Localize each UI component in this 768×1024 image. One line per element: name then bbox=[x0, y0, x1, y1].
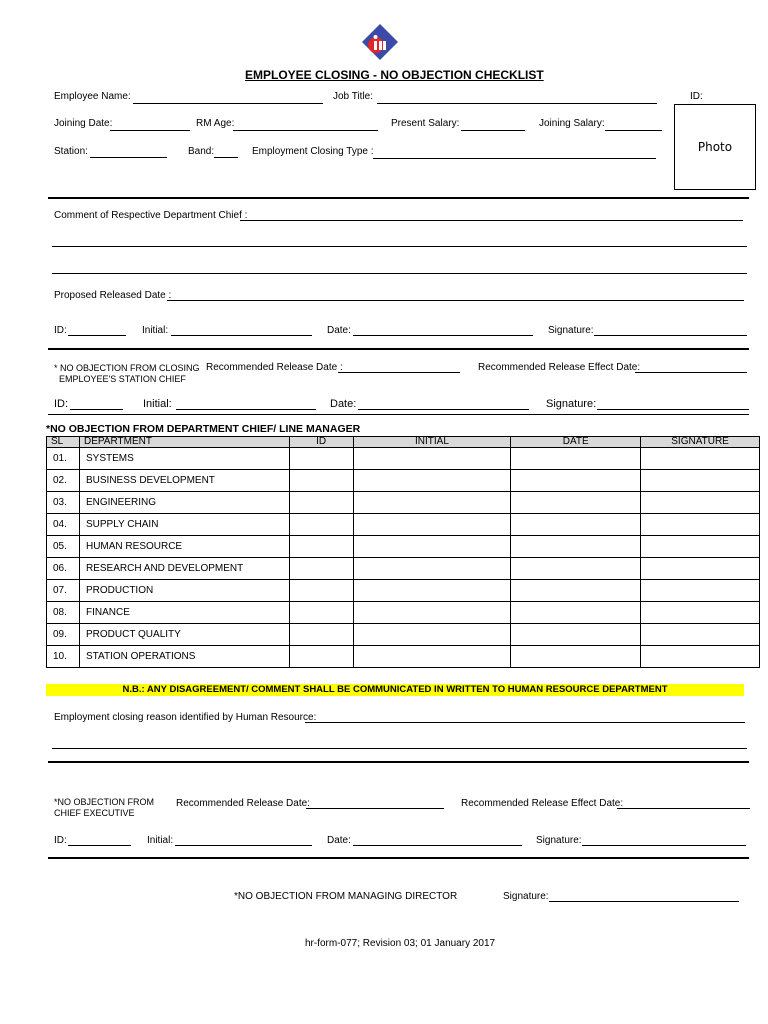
section-divider bbox=[48, 348, 749, 350]
initial-cell[interactable] bbox=[353, 470, 511, 492]
signature-cell[interactable] bbox=[641, 492, 760, 514]
date-cell[interactable] bbox=[511, 646, 641, 668]
dept-cell: PRODUCTION bbox=[79, 580, 289, 602]
employment-closing-type-label: Employment Closing Type : bbox=[252, 146, 374, 157]
station-id-field[interactable] bbox=[70, 409, 123, 410]
dept-chief-id-label: ID: bbox=[54, 325, 67, 336]
dept-cell: BUSINESS DEVELOPMENT bbox=[79, 470, 289, 492]
joining-date-field[interactable] bbox=[110, 130, 190, 131]
dept-chief-date-field[interactable] bbox=[353, 335, 533, 336]
id-cell[interactable] bbox=[289, 470, 353, 492]
initial-cell[interactable] bbox=[353, 514, 511, 536]
table-row bbox=[47, 624, 760, 646]
dept-chief-signature-field[interactable] bbox=[594, 335, 747, 336]
form-title: EMPLOYEE CLOSING - NO OBJECTION CHECKLIST bbox=[245, 68, 544, 82]
joining-salary-label: Joining Salary: bbox=[539, 118, 605, 129]
signature-cell[interactable] bbox=[641, 646, 760, 668]
rm-age-field[interactable] bbox=[233, 130, 378, 131]
hr-reason-field[interactable] bbox=[305, 722, 745, 723]
station-field[interactable] bbox=[90, 157, 167, 158]
dept-cell: RESEARCH AND DEVELOPMENT bbox=[79, 558, 289, 580]
id-cell[interactable] bbox=[289, 646, 353, 668]
station-date-field[interactable] bbox=[358, 409, 529, 410]
col-department: DEPARTMENT bbox=[79, 437, 289, 448]
dept-cell: FINANCE bbox=[79, 602, 289, 624]
col-sl: SL bbox=[47, 437, 80, 448]
ceo-rec-release-field[interactable] bbox=[306, 808, 444, 809]
station-chief-heading-1: * NO OBJECTION FROM CLOSING bbox=[54, 363, 200, 373]
dept-chief-comment-label: Comment of Respective Department Chief : bbox=[54, 210, 248, 221]
sl-cell: 06. bbox=[47, 558, 80, 580]
station-initial-field[interactable] bbox=[176, 409, 316, 410]
id-cell[interactable] bbox=[289, 558, 353, 580]
ceo-date-field[interactable] bbox=[353, 845, 522, 846]
sl-cell: 05. bbox=[47, 536, 80, 558]
id-cell[interactable] bbox=[289, 602, 353, 624]
table-header-row bbox=[47, 437, 760, 448]
ceo-initial-label: Initial: bbox=[147, 835, 174, 846]
company-logo bbox=[360, 22, 400, 65]
sl-cell: 03. bbox=[47, 492, 80, 514]
table-row bbox=[47, 492, 760, 514]
signature-cell[interactable] bbox=[641, 536, 760, 558]
photo-box bbox=[674, 104, 756, 190]
signature-cell[interactable] bbox=[641, 514, 760, 536]
band-field[interactable] bbox=[214, 157, 238, 158]
station-initial-label: Initial: bbox=[143, 398, 172, 410]
joining-salary-field[interactable] bbox=[605, 130, 662, 131]
date-cell[interactable] bbox=[511, 470, 641, 492]
dept-chief-initial-field[interactable] bbox=[171, 335, 312, 336]
present-salary-field[interactable] bbox=[461, 130, 525, 131]
md-signature-field[interactable] bbox=[549, 901, 739, 902]
table-row bbox=[47, 580, 760, 602]
section-divider bbox=[48, 761, 749, 763]
ceo-rec-effect-field[interactable] bbox=[617, 808, 750, 809]
initial-cell[interactable] bbox=[353, 448, 511, 470]
comment-line-3[interactable] bbox=[52, 273, 747, 274]
dept-cell: SUPPLY CHAIN bbox=[79, 514, 289, 536]
table-row bbox=[47, 558, 760, 580]
md-signature-label: Signature: bbox=[503, 891, 549, 902]
date-cell[interactable] bbox=[511, 514, 641, 536]
table-row bbox=[47, 448, 760, 470]
station-chief-heading-2: EMPLOYEE'S STATION CHIEF bbox=[59, 374, 186, 384]
station-rec-effect-field[interactable] bbox=[635, 372, 747, 373]
table-row bbox=[47, 470, 760, 492]
ceo-rec-release-label: Recommended Release Date: bbox=[176, 798, 310, 809]
dept-signoff-table bbox=[46, 436, 760, 668]
table-row bbox=[47, 602, 760, 624]
ceo-rec-effect-label: Recommended Release Effect Date: bbox=[461, 798, 624, 809]
col-date: DATE bbox=[511, 437, 641, 448]
dept-chief-date-label: Date: bbox=[327, 325, 351, 336]
dept-cell: PRODUCT QUALITY bbox=[79, 624, 289, 646]
ceo-signature-field[interactable] bbox=[582, 845, 746, 846]
col-id: ID bbox=[289, 437, 353, 448]
ceo-signature-label: Signature: bbox=[536, 835, 582, 846]
signature-cell[interactable] bbox=[641, 580, 760, 602]
station-rec-release-label: Recommended Release Date : bbox=[206, 362, 343, 373]
employee-name-field[interactable] bbox=[133, 103, 323, 104]
date-cell[interactable] bbox=[511, 580, 641, 602]
hr-reason-label: Employment closing reason identified by Human Resource: bbox=[54, 712, 317, 723]
proposed-release-label: Proposed Released Date : bbox=[54, 290, 172, 301]
sl-cell: 07. bbox=[47, 580, 80, 602]
form-footer: hr-form-077; Revision 03; 01 January 2017 bbox=[305, 938, 496, 949]
signature-cell[interactable] bbox=[641, 624, 760, 646]
initial-cell[interactable] bbox=[353, 624, 511, 646]
table-row bbox=[47, 514, 760, 536]
station-rec-effect-label: Recommended Release Effect Date: bbox=[478, 362, 641, 373]
proposed-release-field[interactable] bbox=[167, 300, 744, 301]
sl-cell: 08. bbox=[47, 602, 80, 624]
id-cell[interactable] bbox=[289, 624, 353, 646]
band-label: Band: bbox=[188, 146, 215, 157]
initial-cell[interactable] bbox=[353, 536, 511, 558]
dept-cell: ENGINEERING bbox=[79, 492, 289, 514]
id-label: ID: bbox=[690, 91, 703, 102]
id-cell[interactable] bbox=[289, 448, 353, 470]
date-cell[interactable] bbox=[511, 602, 641, 624]
table-row bbox=[47, 536, 760, 558]
signature-cell[interactable] bbox=[641, 470, 760, 492]
initial-cell[interactable] bbox=[353, 558, 511, 580]
dept-chief-comment-field[interactable] bbox=[240, 220, 743, 221]
station-signature-field[interactable] bbox=[597, 409, 749, 410]
employee-name-label: Employee Name: bbox=[54, 91, 131, 102]
ceo-date-label: Date: bbox=[327, 835, 351, 846]
ceo-heading-1: *NO OBJECTION FROM bbox=[54, 797, 155, 807]
employment-closing-type-field[interactable] bbox=[373, 158, 656, 159]
station-date-label: Date: bbox=[330, 398, 357, 410]
comment-line-2[interactable] bbox=[52, 246, 747, 247]
sl-cell: 09. bbox=[47, 624, 80, 646]
joining-date-label: Joining Date: bbox=[54, 118, 113, 129]
date-cell[interactable] bbox=[511, 492, 641, 514]
job-title-label: Job Title: bbox=[333, 91, 374, 102]
section-divider bbox=[48, 857, 749, 859]
table-row bbox=[47, 646, 760, 668]
station-rec-release-field[interactable] bbox=[338, 372, 460, 373]
id-cell[interactable] bbox=[289, 514, 353, 536]
signature-cell[interactable] bbox=[641, 602, 760, 624]
ceo-initial-field[interactable] bbox=[175, 845, 312, 846]
station-signature-label: Signature: bbox=[546, 398, 597, 410]
initial-cell[interactable] bbox=[353, 646, 511, 668]
job-title-field[interactable] bbox=[377, 103, 657, 104]
ceo-id-field[interactable] bbox=[68, 845, 131, 846]
date-cell[interactable] bbox=[511, 558, 641, 580]
id-cell[interactable] bbox=[289, 580, 353, 602]
present-salary-label: Present Salary: bbox=[391, 118, 460, 129]
hr-reason-line-2[interactable] bbox=[52, 748, 747, 749]
ceo-heading-2: CHIEF EXECUTIVE bbox=[54, 808, 135, 818]
station-id-label: ID: bbox=[54, 398, 69, 410]
initial-cell[interactable] bbox=[353, 580, 511, 602]
initial-cell[interactable] bbox=[353, 492, 511, 514]
section-divider bbox=[48, 197, 749, 199]
sl-cell: 10. bbox=[47, 646, 80, 668]
sl-cell: 01. bbox=[47, 448, 80, 470]
initial-cell[interactable] bbox=[353, 602, 511, 624]
nb-note: N.B.: ANY DISAGREEMENT/ COMMENT SHALL BE COMMUNICATED IN WRITTEN TO HUMAN RESOURCE DEPARTMENT bbox=[46, 684, 744, 696]
col-signature: SIGNATURE bbox=[641, 437, 760, 448]
signature-cell[interactable] bbox=[641, 558, 760, 580]
id-cell[interactable] bbox=[289, 536, 353, 558]
dept-cell: SYSTEMS bbox=[79, 448, 289, 470]
dept-cell: HUMAN RESOURCE bbox=[79, 536, 289, 558]
dept-chief-initial-label: Initial: bbox=[142, 325, 169, 336]
dept-cell: STATION OPERATIONS bbox=[79, 646, 289, 668]
col-initial: INITIAL bbox=[353, 437, 511, 448]
dept-table-heading: *NO OBJECTION FROM DEPARTMENT CHIEF/ LINE MANAGER bbox=[46, 423, 361, 435]
dept-chief-signature-label: Signature: bbox=[548, 325, 594, 336]
rm-age-label: RM Age: bbox=[196, 118, 235, 129]
date-cell[interactable] bbox=[511, 536, 641, 558]
id-cell[interactable] bbox=[289, 492, 353, 514]
section-divider bbox=[48, 414, 749, 415]
date-cell[interactable] bbox=[511, 448, 641, 470]
dept-chief-id-field[interactable] bbox=[68, 335, 126, 336]
signature-cell[interactable] bbox=[641, 448, 760, 470]
photo-label: Photo bbox=[697, 140, 733, 154]
sl-cell: 02. bbox=[47, 470, 80, 492]
date-cell[interactable] bbox=[511, 624, 641, 646]
station-label: Station: bbox=[54, 146, 88, 157]
ceo-id-label: ID: bbox=[54, 835, 67, 846]
md-heading: *NO OBJECTION FROM MANAGING DIRECTOR bbox=[234, 891, 458, 902]
sl-cell: 04. bbox=[47, 514, 80, 536]
